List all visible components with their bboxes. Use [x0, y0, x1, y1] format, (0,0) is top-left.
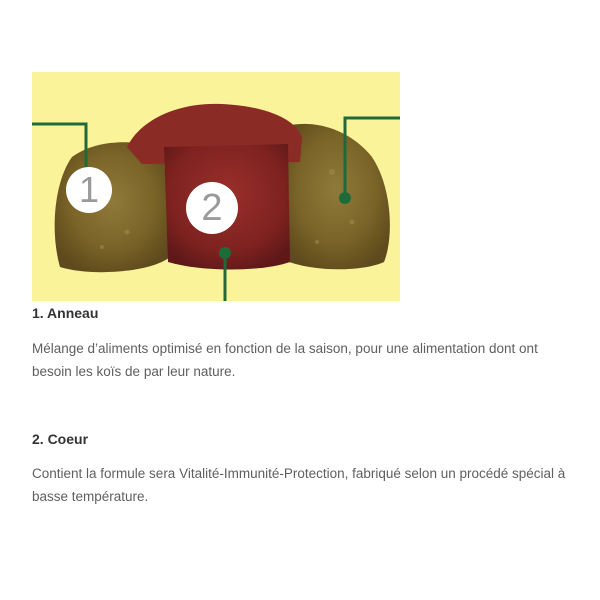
section-text-anneau: Mélange d’aliments optimisé en fonction de la saison, pour une alimentation dont ont besoin les koïs de par leur nature.	[32, 341, 538, 379]
pellet-figure	[32, 72, 400, 301]
marker-1: 1	[66, 167, 112, 213]
marker-2: 2	[186, 182, 238, 234]
section-title-anneau: 1. Anneau	[32, 305, 99, 321]
section-title-coeur: 2. Coeur	[32, 431, 89, 447]
section-text-coeur: Contient la formule sera Vitalité-Immunité-Protection, fabriqué selon un procédé spécial à basse température.	[32, 466, 566, 504]
